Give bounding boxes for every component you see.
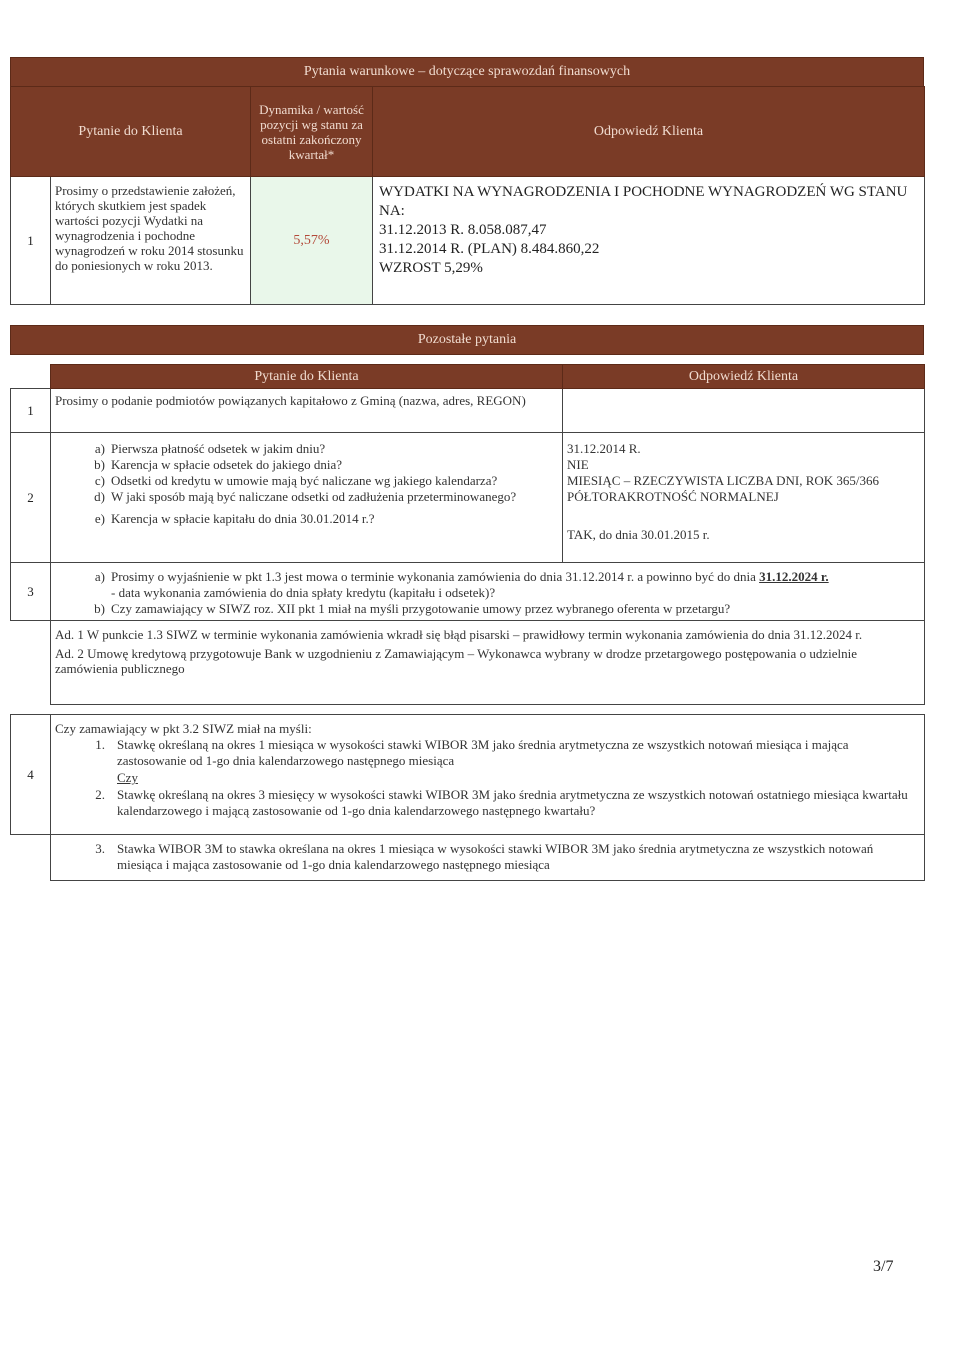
answer-a: 31.12.2014 R. (567, 441, 641, 456)
row-number: 4 (11, 715, 51, 835)
or-label: Czy (117, 770, 138, 785)
answer-line: WZROST 5,29% (379, 260, 483, 276)
list-item: b) Karencja w spłacie odsetek do jakiego dnia? (94, 457, 343, 472)
spacer (11, 621, 51, 705)
answer-ad2: Ad. 2 Umowę kredytową przygotowuje Bank w uzgodnieniu z Zamawiającym – Wykonawca wybrany w drodze przetargowego postępowania o udzielnie zamówienia publicznego (55, 646, 857, 676)
answer-cell[interactable] (51, 621, 925, 705)
list-item: e) Karencja w spłacie kapitału do dnia 30.01.2014 r.? (94, 511, 375, 526)
list-item: b) Czy zamawiający w SIWZ roz. XII pkt 1 miał na myśli przygotowanie umowy przez wybranego oferenta w przetargu? (94, 601, 731, 616)
answer-line: 31.12.2013 R. 8.058.087,47 (379, 222, 547, 238)
list-item: d) W jaki sposób mają być naliczane odsetki od zadłużenia przeterminowanego? (94, 489, 517, 504)
header-answer: Odpowiedź Klienta (563, 365, 925, 389)
header-answer: Odpowiedź Klienta (373, 87, 925, 177)
answer-d: PÓŁTORAKROTNOŚĆ NORMALNEJ (567, 489, 779, 504)
row-number: 3 (11, 563, 51, 621)
answer-b: NIE (567, 457, 589, 472)
list-item: c) Odsetki od kredytu w umowie mają być naliczane wg jakiego kalendarza? (94, 473, 498, 488)
list-item: 3. Stawka WIBOR 3M to stawka określana na okres 1 miesiąca w wysokości stawki WIBOR 3M jako średnia arytmetyczna ze wszystkich notowań miesiąca i mająca zastosowanie od 1-go dnia kalendarzowego następnego miesiąca (95, 841, 874, 872)
question-text: Prosimy o przedstawienie założeń, których skutkiem jest spadek wartości pozycji Wydatki na wynagrodzenia i pochodne wynagrodzeń w roku 2014 stosunku do poniesionych w roku 2013. (51, 177, 251, 305)
answer-cell[interactable] (51, 835, 925, 881)
answer-c: MIESIĄC – RZECZYWISTA LICZBA DNI, ROK 365/366 (567, 473, 880, 488)
row-number: 2 (11, 433, 51, 563)
answer-e: TAK, do dnia 30.01.2015 r. (567, 527, 710, 542)
answer-line: 31.12.2014 R. (PLAN) 8.484.860,22 (379, 241, 600, 257)
question-intro: Czy zamawiający w pkt 3.2 SIWZ miał na myśli: (55, 721, 312, 736)
other-questions-table (10, 364, 925, 881)
header-dynamics: Dynamika / wartość pozycji wg stanu za ostatni zakończony kwartał* (251, 87, 373, 177)
question-list (51, 715, 925, 835)
answer-line: WYDATKI NA WYNAGRODZENIA I POCHODNE WYNAGRODZEŃ WG STANU NA: (379, 184, 908, 219)
page-number: 3/7 (873, 1258, 894, 1275)
row-number: 1 (11, 389, 51, 433)
dynamics-value: 5,57% (251, 177, 373, 305)
spacer (11, 835, 51, 881)
list-item: 2. Stawkę określaną na okres 3 miesięcy w wysokości stawki WIBOR 3M jako średnia arytmetyczna ze wszystkich notowań ostatniego miesiąca kwartału kalendarzowego i mającą zastosowanie od 1-go dnia kalendarzowego następnego kwartału? (95, 787, 908, 818)
answer-cell[interactable] (373, 177, 925, 305)
question-list (51, 563, 925, 621)
list-item: a) Pierwsza płatność odsetek w jakim dniu? (94, 441, 326, 456)
financial-questions-table (10, 86, 925, 305)
header-question: Pytanie do Klienta (51, 365, 563, 389)
row-number: 1 (11, 177, 51, 305)
question-list (51, 433, 563, 563)
list-item: a) Prosimy o wyjaśnienie w pkt 1.3 jest mowa o terminie wykonania zamówienia do dnia 31.12.2014 r. a powinno być do dnia 31.12.2024 r. - data wykonania zamówienia do dnia spłaty kredytu (kapitału i odsetek)? (94, 569, 829, 600)
header-question: Pytanie do Klienta (11, 87, 251, 177)
spacer (11, 365, 51, 389)
answer-cell[interactable] (563, 389, 925, 433)
list-item: 1. Stawkę określaną na okres 1 miesiąca w wysokości stawki WIBOR 3M jako średnia arytmetyczna ze wszystkich notowań miesiąca i mająca zastosowanie od 1-go dnia kalendarzowego następnego miesiąca (95, 737, 849, 768)
section1-banner: Pytania warunkowe – dotyczące sprawozdań finansowych (10, 57, 924, 87)
answer-cell[interactable] (563, 433, 925, 563)
answer-ad1: Ad. 1 W punkcie 1.3 SIWZ w terminie wykonania zamówienia wkradł się błąd pisarski – prawidłowy termin wykonania zamówienia do dnia 31.12.2024 r. (55, 627, 863, 642)
question-text: Prosimy o podanie podmiotów powiązanych kapitałowo z Gminą (nazwa, adres, REGON) (51, 389, 563, 433)
section2-banner: Pozostałe pytania (10, 325, 924, 355)
